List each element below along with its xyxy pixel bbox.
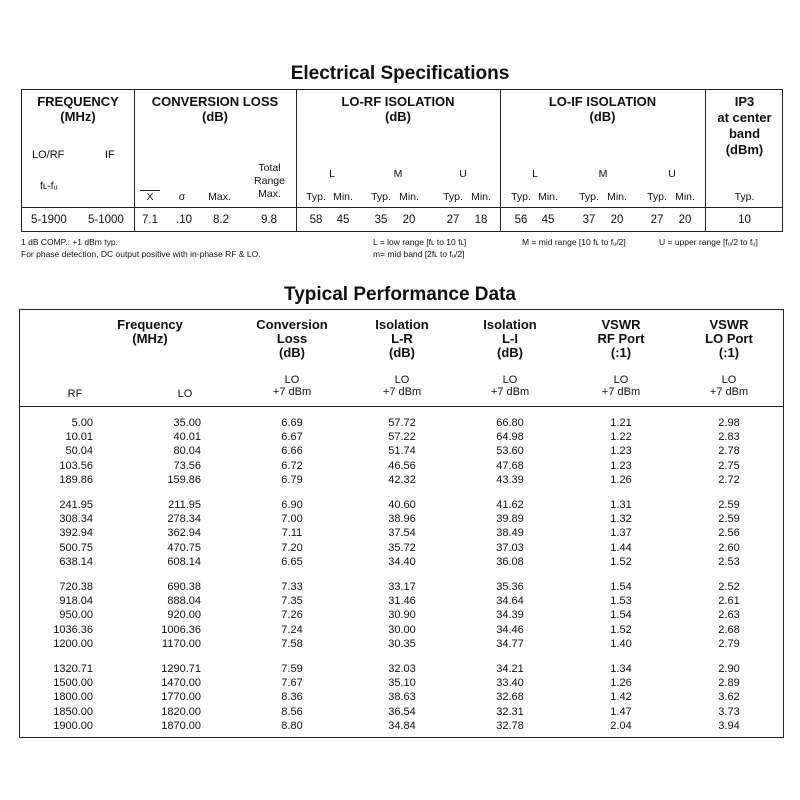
- rf-cell: 1320.71: [53, 663, 93, 675]
- dbm-label: +7 dBm: [272, 386, 312, 398]
- conversion-loss-cell: 8.80: [281, 719, 303, 732]
- conversion-loss-cell: 6.72: [281, 459, 303, 472]
- vswr-rf-cell: 1.31: [610, 499, 632, 511]
- ip3-center-label: at center: [717, 110, 772, 125]
- fl-fu-label: fʟ-fᵤ: [40, 180, 58, 192]
- conversion-loss-cell: 8.56: [281, 705, 303, 718]
- lo-cell: 920.00: [167, 609, 201, 622]
- vswr-rf-cell: 1.34: [610, 663, 632, 675]
- spec-lorf-l-min-value: 45: [336, 214, 350, 226]
- conversion-loss-cell: 7.20: [281, 541, 303, 554]
- vswr-rf-cell: 1.54: [610, 609, 632, 622]
- spec-sigma-value: .10: [176, 214, 192, 226]
- lo-cell: 159.86: [167, 473, 201, 486]
- vswr-lo-cell: 2.56: [718, 527, 740, 540]
- vswr-rf-cell: 1.42: [610, 691, 632, 704]
- vswr-lo-cell: 2.72: [718, 473, 740, 486]
- lorf-m-typ: Typ.: [371, 191, 391, 203]
- isolation-li-col-header: [460, 318, 560, 360]
- lorf-l-typ: Typ.: [306, 191, 326, 203]
- dbm-label: +7 dBm: [601, 386, 641, 398]
- vlo-lo-dbm-label: [679, 374, 779, 398]
- note-phase-detection: For phase detection, DC output positive with in-phase RF & LO.: [21, 249, 261, 259]
- rf-cell: 1800.00: [53, 691, 93, 704]
- ilr-label-3: (dB): [389, 345, 415, 360]
- vswr-lo-cell: 2.63: [718, 609, 740, 622]
- total-max-label: Max.: [258, 188, 281, 200]
- table-row: [20, 638, 783, 652]
- lorf-m-label: M: [393, 168, 403, 180]
- vswr-rf-cell: 1.26: [610, 473, 632, 486]
- vswr-lo-cell: 2.98: [718, 417, 740, 429]
- table-row: [20, 460, 783, 474]
- dbm-label: +7 dBm: [382, 386, 422, 398]
- conversion-loss-cell: 6.66: [281, 445, 303, 458]
- isolation-lr-cell: 40.60: [388, 499, 416, 511]
- isolation-li-cell: 34.39: [496, 609, 524, 622]
- spec-lo-rf-value: 5-1900: [31, 214, 67, 226]
- isolation-li-cell: 47.68: [496, 459, 524, 472]
- table-row: [20, 595, 783, 609]
- rf-cell: 1036.36: [53, 623, 93, 636]
- isolation-lr-cell: 33.17: [388, 581, 416, 593]
- vswr-rf-cell: 1.52: [610, 555, 632, 568]
- total-label: Total: [258, 162, 281, 174]
- ip3-header: [705, 94, 784, 158]
- isolation-lr-cell: 46.56: [388, 459, 416, 472]
- isolation-li-cell: 34.21: [496, 663, 524, 675]
- table-row: [20, 624, 783, 638]
- rf-cell: 5.00: [71, 417, 93, 429]
- isolation-li-cell: 33.40: [496, 677, 524, 690]
- isolation-li-cell: 34.77: [496, 637, 524, 650]
- isolation-li-cell: 34.64: [496, 595, 524, 608]
- lorf-u-typ: Typ.: [443, 191, 463, 203]
- lo-cell: 35.00: [173, 417, 201, 429]
- table-row: [20, 691, 783, 705]
- ilr-lo-dbm-label: [352, 374, 452, 398]
- spec-xbar-value: 7.1: [142, 214, 158, 226]
- frequency-unit: (MHz): [60, 109, 96, 124]
- rf-cell: 950.00: [59, 609, 93, 622]
- isolation-lr-cell: 32.03: [388, 663, 416, 675]
- conversion-loss-cell: 7.67: [281, 677, 303, 690]
- vswr-lo-cell: 2.78: [718, 445, 740, 458]
- isolation-lr-cell: 34.40: [388, 555, 416, 568]
- isolation-li-cell: 36.08: [496, 555, 524, 568]
- loif-l-min: Min.: [538, 191, 558, 203]
- rf-cell: 1850.00: [53, 705, 93, 718]
- lo-label: LO: [502, 374, 518, 386]
- vswr-rf-cell: 1.23: [610, 445, 632, 458]
- lorf-l-min: Min.: [333, 191, 353, 203]
- rf-col-label: RF: [67, 388, 83, 400]
- conversion-loss-cell: 6.69: [281, 417, 303, 429]
- lo-label: LO: [613, 374, 629, 386]
- lo-cell: 888.04: [167, 595, 201, 608]
- rf-cell: 308.34: [59, 513, 93, 526]
- rf-cell: 189.86: [59, 473, 93, 486]
- lo-if-isolation-header: LO-IF ISOLATION: [548, 94, 657, 109]
- note-mid-range: M = mid range [10 fʟ to fᵤ/2]: [522, 237, 626, 247]
- table-row: [20, 609, 783, 623]
- conversion-loss-cell: 6.90: [281, 499, 303, 511]
- isolation-li-cell: 38.49: [496, 527, 524, 540]
- frequency-label: Frequency: [117, 317, 183, 332]
- lo-cell: 1170.00: [162, 637, 201, 650]
- note-upper-range: U = upper range [fᵤ/2 to fᵤ]: [659, 237, 758, 247]
- lo-label: LO: [394, 374, 410, 386]
- lo-cell: 690.38: [167, 581, 201, 593]
- ilr-label-1: Isolation: [375, 317, 429, 332]
- cl-label-1: Conversion: [256, 317, 328, 332]
- lo-cell: 362.94: [167, 527, 201, 540]
- conversion-loss-unit: (dB): [202, 109, 228, 124]
- vlo-label-1: VSWR: [709, 317, 749, 332]
- conversion-loss-cell: 7.24: [281, 623, 303, 636]
- ip3-band-label: band: [728, 126, 761, 141]
- rf-cell: 500.75: [59, 541, 93, 554]
- vswr-lo-cell: 2.59: [718, 499, 740, 511]
- spec-loif-m-min-value: 20: [610, 214, 624, 226]
- vswr-lo-cell: 2.60: [718, 541, 740, 554]
- isolation-li-cell: 35.36: [496, 581, 524, 593]
- lo-cell: 470.75: [167, 541, 201, 554]
- loif-m-label: M: [598, 168, 608, 180]
- performance-title: Typical Performance Data: [284, 284, 516, 305]
- vswr-lo-cell: 3.62: [718, 691, 740, 704]
- conversion-loss-cell: 7.58: [281, 637, 303, 650]
- lo-cell: 1470.00: [161, 677, 201, 690]
- lo-cell: 608.14: [167, 555, 201, 568]
- vswr-rf-cell: 1.44: [610, 541, 632, 554]
- isolation-lr-cell: 42.32: [388, 473, 416, 486]
- spec-lorf-u-typ-value: 27: [446, 214, 460, 226]
- vswr-lo-cell: 2.90: [718, 663, 740, 675]
- vrf-label-3: (:1): [610, 345, 632, 360]
- vswr-rf-cell: 1.40: [610, 637, 632, 650]
- conversion-loss-cell: 8.36: [281, 691, 303, 704]
- rf-cell: 50.04: [65, 445, 93, 458]
- spec-lorf-m-min-value: 20: [402, 214, 416, 226]
- isolation-lr-cell: 30.00: [388, 623, 416, 636]
- spec-lorf-m-typ-value: 35: [374, 214, 388, 226]
- lo-cell: 1870.00: [161, 719, 201, 732]
- spec-loif-u-min-value: 20: [678, 214, 692, 226]
- note-low-range: L = low range [fʟ to 10 fʟ]: [373, 237, 467, 247]
- lo-rf-label: LO/RF: [32, 149, 65, 161]
- lo-label: LO: [721, 374, 737, 386]
- lo-cell: 1006.36: [161, 623, 201, 636]
- rf-cell: 392.94: [59, 527, 93, 540]
- spec-lorf-u-min-value: 18: [474, 214, 488, 226]
- vswr-rf-cell: 1.47: [610, 705, 632, 718]
- isolation-li-cell: 64.98: [496, 431, 524, 444]
- vswr-lo-cell: 2.68: [718, 623, 740, 636]
- vswr-rf-cell: 1.21: [610, 417, 632, 429]
- conversion-loss-cell: 7.35: [281, 595, 303, 608]
- cl-lo-dbm-label: [242, 374, 342, 398]
- ili-label-3: (dB): [497, 345, 523, 360]
- isolation-lr-cell: 31.46: [388, 595, 416, 608]
- lorf-m-min: Min.: [399, 191, 419, 203]
- isolation-lr-cell: 30.35: [388, 637, 416, 650]
- spec-title: Electrical Specifications: [290, 63, 510, 84]
- conversion-loss-cell: 7.59: [281, 663, 303, 675]
- lo-col-label: LO: [177, 388, 193, 400]
- isolation-li-cell: 43.39: [496, 473, 524, 486]
- vswr-rf-cell: 1.23: [610, 459, 632, 472]
- note-mid-band: m= mid band [2fʟ to fᵤ/2]: [373, 249, 465, 259]
- vswr-rf-cell: 1.26: [610, 677, 632, 690]
- spec-loif-l-min-value: 45: [541, 214, 555, 226]
- isolation-lr-cell: 30.90: [388, 609, 416, 622]
- loif-l-label: L: [532, 168, 538, 180]
- ili-lo-dbm-label: [460, 374, 560, 398]
- conversion-loss-col-header: [242, 318, 342, 360]
- isolation-li-cell: 37.03: [496, 541, 524, 554]
- isolation-li-cell: 41.62: [496, 499, 524, 511]
- frequency-header: FREQUENCY: [37, 94, 119, 109]
- max-label: Max.: [208, 191, 231, 203]
- ip3-label: IP3: [734, 94, 755, 109]
- vswr-lo-cell: 2.53: [718, 555, 740, 568]
- isolation-lr-cell: 38.96: [388, 513, 416, 526]
- table-row: [20, 542, 783, 556]
- rf-cell: 1500.00: [53, 677, 93, 690]
- ip3-unit-label: (dBm): [725, 142, 764, 157]
- isolation-li-cell: 32.78: [496, 719, 524, 732]
- frequency-unit-label: (MHz): [132, 331, 168, 346]
- vswr-lo-cell: 2.59: [718, 513, 740, 526]
- vrf-lo-dbm-label: [571, 374, 671, 398]
- rf-cell: 720.38: [59, 581, 93, 593]
- isolation-li-cell: 32.31: [496, 705, 524, 718]
- lorf-u-min: Min.: [471, 191, 491, 203]
- table-row: [20, 663, 783, 677]
- vswr-rf-cell: 1.54: [610, 581, 632, 593]
- lo-label: LO: [284, 374, 300, 386]
- isolation-li-cell: 39.89: [496, 513, 524, 526]
- ili-label-2: L-I: [502, 331, 518, 346]
- isolation-li-cell: 32.68: [496, 691, 524, 704]
- ip3-typ: Typ.: [734, 191, 755, 203]
- performance-table: [19, 309, 784, 738]
- cl-label-2: Loss: [276, 331, 308, 346]
- isolation-lr-cell: 34.84: [388, 719, 416, 732]
- lo-cell: 211.95: [168, 499, 201, 511]
- isolation-lr-cell: 51.74: [388, 445, 416, 458]
- ilr-label-2: L-R: [391, 331, 413, 346]
- vswr-rf-cell: 1.37: [610, 527, 632, 540]
- table-row: [20, 513, 783, 527]
- lo-cell: 40.01: [173, 431, 201, 444]
- vswr-lo-cell: 2.52: [718, 581, 740, 593]
- spec-max-value: 8.2: [213, 214, 229, 226]
- loif-l-typ: Typ.: [511, 191, 531, 203]
- spec-loif-m-typ-value: 37: [582, 214, 596, 226]
- lo-if-isolation-unit: (dB): [589, 109, 616, 124]
- spec-total-value: 9.8: [261, 214, 277, 226]
- loif-u-min: Min.: [675, 191, 695, 203]
- vlo-label-3: (:1): [718, 345, 740, 360]
- frequency-col-header: [50, 318, 250, 346]
- rf-cell: 638.14: [59, 555, 93, 568]
- conversion-loss-cell: 7.33: [281, 581, 303, 593]
- rf-cell: 918.04: [59, 595, 93, 608]
- conversion-loss-cell: 6.67: [281, 431, 303, 444]
- isolation-lr-cell: 36.54: [388, 705, 416, 718]
- lo-cell: 80.04: [173, 445, 201, 458]
- isolation-li-cell: 53.60: [496, 445, 524, 458]
- isolation-lr-cell: 57.72: [388, 417, 416, 429]
- dbm-label: +7 dBm: [490, 386, 530, 398]
- lo-cell: 1770.00: [161, 691, 201, 704]
- if-label: IF: [105, 149, 115, 161]
- table-row: [20, 720, 783, 734]
- rf-cell: 10.01: [65, 431, 93, 444]
- vlo-label-2: LO Port: [705, 331, 753, 346]
- spec-if-value: 5-1000: [88, 214, 124, 226]
- table-row: [20, 677, 783, 691]
- x-bar-label: X: [140, 190, 160, 203]
- lo-cell: 1290.71: [161, 663, 201, 675]
- spec-loif-l-typ-value: 56: [514, 214, 528, 226]
- vswr-lo-cell: 2.75: [718, 459, 740, 472]
- rf-cell: 1900.00: [53, 719, 93, 732]
- spec-table: [21, 89, 783, 232]
- isolation-li-cell: 66.80: [496, 417, 524, 429]
- conversion-loss-cell: 6.79: [281, 473, 303, 486]
- vswr-rf-cell: 1.32: [610, 513, 632, 526]
- spec-ip3-value: 10: [738, 214, 751, 226]
- note-1db-comp: 1 dB COMP.: +1 dBm typ.: [21, 237, 118, 247]
- vswr-lo-cell: 2.83: [718, 431, 740, 444]
- vswr-lo-cell: 2.89: [718, 677, 740, 690]
- table-row: [20, 499, 783, 513]
- total-range-label: [247, 162, 292, 201]
- ili-label-1: Isolation: [483, 317, 537, 332]
- table-row: [20, 417, 783, 431]
- table-row: [20, 556, 783, 570]
- spec-lorf-l-typ-value: 58: [309, 214, 323, 226]
- vswr-lo-col-header: [679, 318, 779, 360]
- vswr-rf-cell: 1.53: [610, 595, 632, 608]
- vswr-lo-cell: 3.94: [718, 719, 740, 732]
- rf-cell: 103.56: [59, 459, 93, 472]
- lo-cell: 1820.00: [161, 705, 201, 718]
- vswr-lo-cell: 2.61: [718, 595, 740, 608]
- isolation-lr-col-header: [352, 318, 452, 360]
- conversion-loss-cell: 7.00: [281, 513, 303, 526]
- isolation-lr-cell: 35.10: [388, 677, 416, 690]
- conversion-loss-header: CONVERSION LOSS: [151, 94, 279, 109]
- vswr-rf-cell: 2.04: [610, 719, 632, 732]
- rf-cell: 1200.00: [53, 637, 93, 650]
- isolation-lr-cell: 35.72: [388, 541, 416, 554]
- spec-loif-u-typ-value: 27: [650, 214, 664, 226]
- conversion-loss-cell: 6.65: [281, 555, 303, 568]
- vswr-lo-cell: 3.73: [718, 705, 740, 718]
- vrf-label-2: RF Port: [597, 331, 645, 346]
- conversion-loss-cell: 7.11: [281, 527, 303, 540]
- table-row: [20, 581, 783, 595]
- table-row: [20, 431, 783, 445]
- table-row: [20, 706, 783, 720]
- cl-label-3: (dB): [279, 345, 305, 360]
- isolation-lr-cell: 38.63: [388, 691, 416, 704]
- lorf-u-label: U: [459, 168, 467, 180]
- dbm-label: +7 dBm: [709, 386, 749, 398]
- vrf-label-1: VSWR: [601, 317, 641, 332]
- loif-m-typ: Typ.: [579, 191, 599, 203]
- loif-u-typ: Typ.: [647, 191, 667, 203]
- table-row: [20, 474, 783, 488]
- table-row: [20, 445, 783, 459]
- isolation-lr-cell: 57.22: [388, 431, 416, 444]
- vswr-lo-cell: 2.79: [718, 637, 740, 650]
- rf-cell: 241.95: [59, 499, 93, 511]
- range-label: Range: [254, 175, 285, 187]
- vswr-rf-cell: 1.22: [610, 431, 632, 444]
- loif-m-min: Min.: [607, 191, 627, 203]
- lo-rf-isolation-header: LO-RF ISOLATION: [341, 94, 455, 109]
- isolation-li-cell: 34.46: [496, 623, 524, 636]
- vswr-rf-col-header: [571, 318, 671, 360]
- table-row: [20, 527, 783, 541]
- lo-rf-isolation-unit: (dB): [385, 109, 411, 124]
- sigma-label: σ: [178, 191, 186, 203]
- conversion-loss-cell: 7.26: [281, 609, 303, 622]
- lorf-l-label: L: [329, 168, 335, 180]
- isolation-lr-cell: 37.54: [388, 527, 416, 540]
- vswr-rf-cell: 1.52: [610, 623, 632, 636]
- lo-cell: 278.34: [167, 513, 201, 526]
- lo-cell: 73.56: [173, 459, 201, 472]
- loif-u-label: U: [668, 168, 676, 180]
